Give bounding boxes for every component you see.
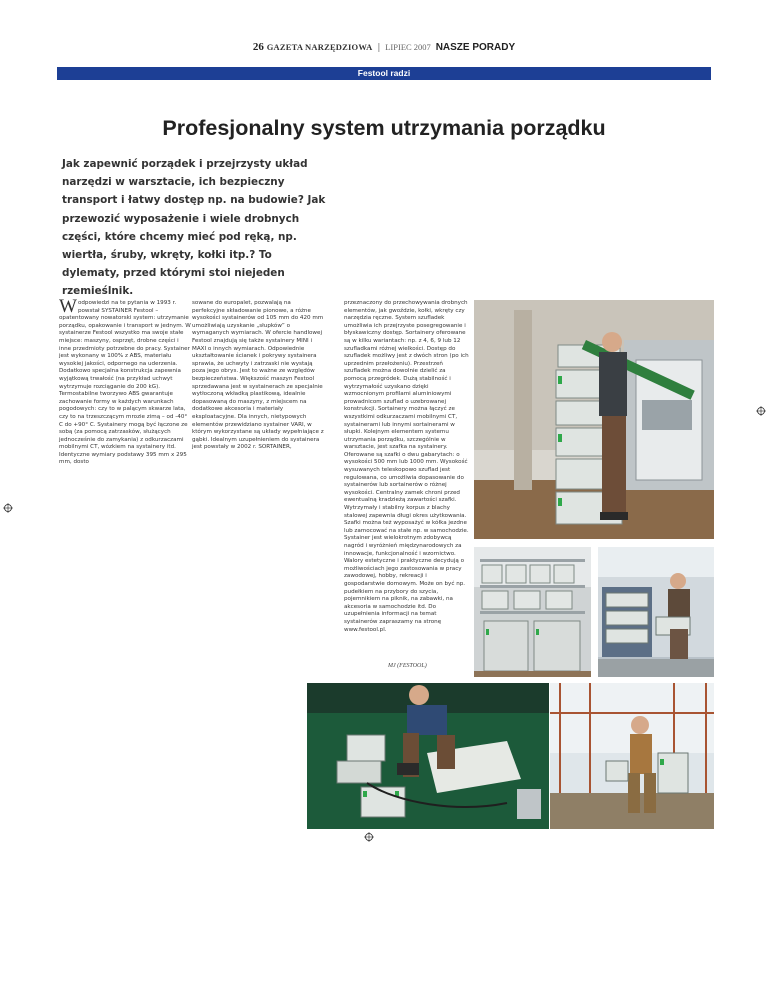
page-header [0,41,768,53]
author-signoff: MJ (FESTOOL) [388,663,427,669]
drop-cap: W [59,296,77,317]
section-name: NASZE PORADY [435,42,516,53]
article-title: Profesjonalny system utrzymania porządku [162,116,606,140]
article-lead: Jak zapewnić porządek i przejrzysty układ narzędzi w warsztacie, ich bezpieczny transport i łatwy dostęp np. na budowie? Jak przewozić wyposażenie i wiele drobnych części, które chcemy mieć pod ręką, np. wiertła, śruby, wkręty, kołki itp.? To dylematy, przed którymi stoi niejeden rzemieślnik. [62,158,326,298]
photo-scaffolding-worker [550,683,714,829]
registration-mark-icon [756,406,766,416]
photo-worker-router-floor [307,683,549,829]
article-column-2: sowane do europalet, pozwalają na perfekcyjne składowanie pionowe, a różne wysokości systainerów od 105 mm do 420 mm umożliwiają uzyskanie „słupków” o wymaganych wymiarach. W ofercie handlowej Festool znajdują się także systainery MINI i MAXI o innych wymiarach. Odpowiednie ukształtowanie ścianek i pokrywy systainera sprawia, że uchwyty i zatrzaski nie wystają poza jego obrys. Jest to ważne ze względów bezpieczeństwa. Większość maszyn Festool sprzedawana jest w systainerach ze specjalnie wytłoczoną wkładką plastikową, idealnie dopasowaną do maszyny, z miejscem na dodatkowe akcesoria i materiały eksploatacyjne. Dla innych, nietypowych elementów przewidziano systainer VARI, w którym wykorzystane są układy wypełniające z gąbki. Idealnym uzupełnieniem do systainera jest powstały w 2002 r. SORTAINER, [192,300,324,451]
article-column-3: przeznaczony do przechowywania drobnych elementów, jak gwoździe, kołki, wkręty czy narzędzia ręczne. System szufladek umożliwia ich przejrzyste posegregowanie i błyskawiczny dostęp. Sortainery oferowane są w kilku wariantach: np. z 4, 6, 9 lub 12 szufladkami różnej wielkości. Dostęp do szufladek możliwy jest z dwóch stron (po ich uprzednim przełożeniu). Przestrzeń szufladek można dowolnie dzielić za pomocą przegródek. Dużą stabilność i wytrzymałość uzyskano dzięki wzmocnionym profilami aluminiowymi prowadnicom szuflad o uzebrowanej konstrukcji. Sortainery można łączyć ze wszystkimi odkurzaczami mobilnymi CT, systainerami lub innymi sortainerami w słupki. Kolejnym elementem systemu utrzymania porządku, szczególnie w warsztacie, jest szafka na systainery. Oferowane są szafki o dwu gabarytach: o wysokości 500 mm lub 1000 mm. Wysokość wysuwanych teleskopowo szuflad jest regulowana, co umożliwia dopasowanie do systainerów lub sortainerów o różnej wysokości. Centralny zamek chroni przed ewentualną kradzieżą zawartości szafki. Wytrzymały i stabilny korpus z blachy stalowej zapewnia długi okres użytkowania. Szafki można też wyposażyć w kółka jezdne lub zamocować na stałe np. w samochodzie. Systainer jest wielokrotnym zdobywcą nagród i wyróżnień międzynarodowych za innowacje, funkcjonalność i wzornictwo. Walory estetyczne i praktyczne decydują o możliwościach jego zastosowania w pracy zawodowej, hobby, rekreacji i gospodarstwie domowym. Może on być np. pudełkiem na przybory do szycia, pojemnikiem na piknik, na zabawki, na akcesoria w samochodzie itd. Do uzupełnienia informacji na temat systainerów zapraszamy na stronę www.festool.pl. [344,300,469,633]
registration-mark-icon [364,832,374,842]
article-column-1 [59,296,191,467]
registration-mark-icon [3,503,13,513]
column-1-text: odpowiedzi na te pytania w 1993 r. powstał SYSTAINER Festool – opatentowany nowatorski system: utrzymanie porządku, opakowanie i transport w jednym. W systainerze Festool wszystko ma swoje stałe miejsce: maszyny, osprzęt, drobne części i inne przedmioty potrzebne do pracy. Systainer jest wykonany w 100% z ABS, materiału wysokiej jakości, odpornego na uderzenia. Dodatkowo specjalna konstrukcja zapewnia wyjątkową trwałość (na przykład uchwyt wytrzymuje rozciąganie do 200 kG). Termostabilne tworzywo ABS gwarantuje zachowanie formy w każdych warunkach pogodowych: czy to w palącym skwarze lata, czy to na trzeszczącym mrozie zimą – od -40° C do +90° C. Systainery mogą być łączone ze sobą (za pomocą zatrzasków, służących jednocześnie do zamykania) z odkurzaczami mobilnymi CT, wózkiem na systainery itd. Identyczne wymiary podstawy 395 mm x 295 mm, dosto [59,300,191,466]
photo-worker-systainer-stack [474,300,714,539]
publication-name: GAZETA NARZĘDZIOWA [266,42,373,52]
photo-van-systainer [598,547,714,677]
header-separator: | [377,43,381,53]
section-banner: Festool radzi [57,67,711,80]
page-number: 26 [252,41,264,53]
photo-workshop-shelves [474,547,591,677]
issue-date: LIPIEC 2007 [385,42,431,52]
